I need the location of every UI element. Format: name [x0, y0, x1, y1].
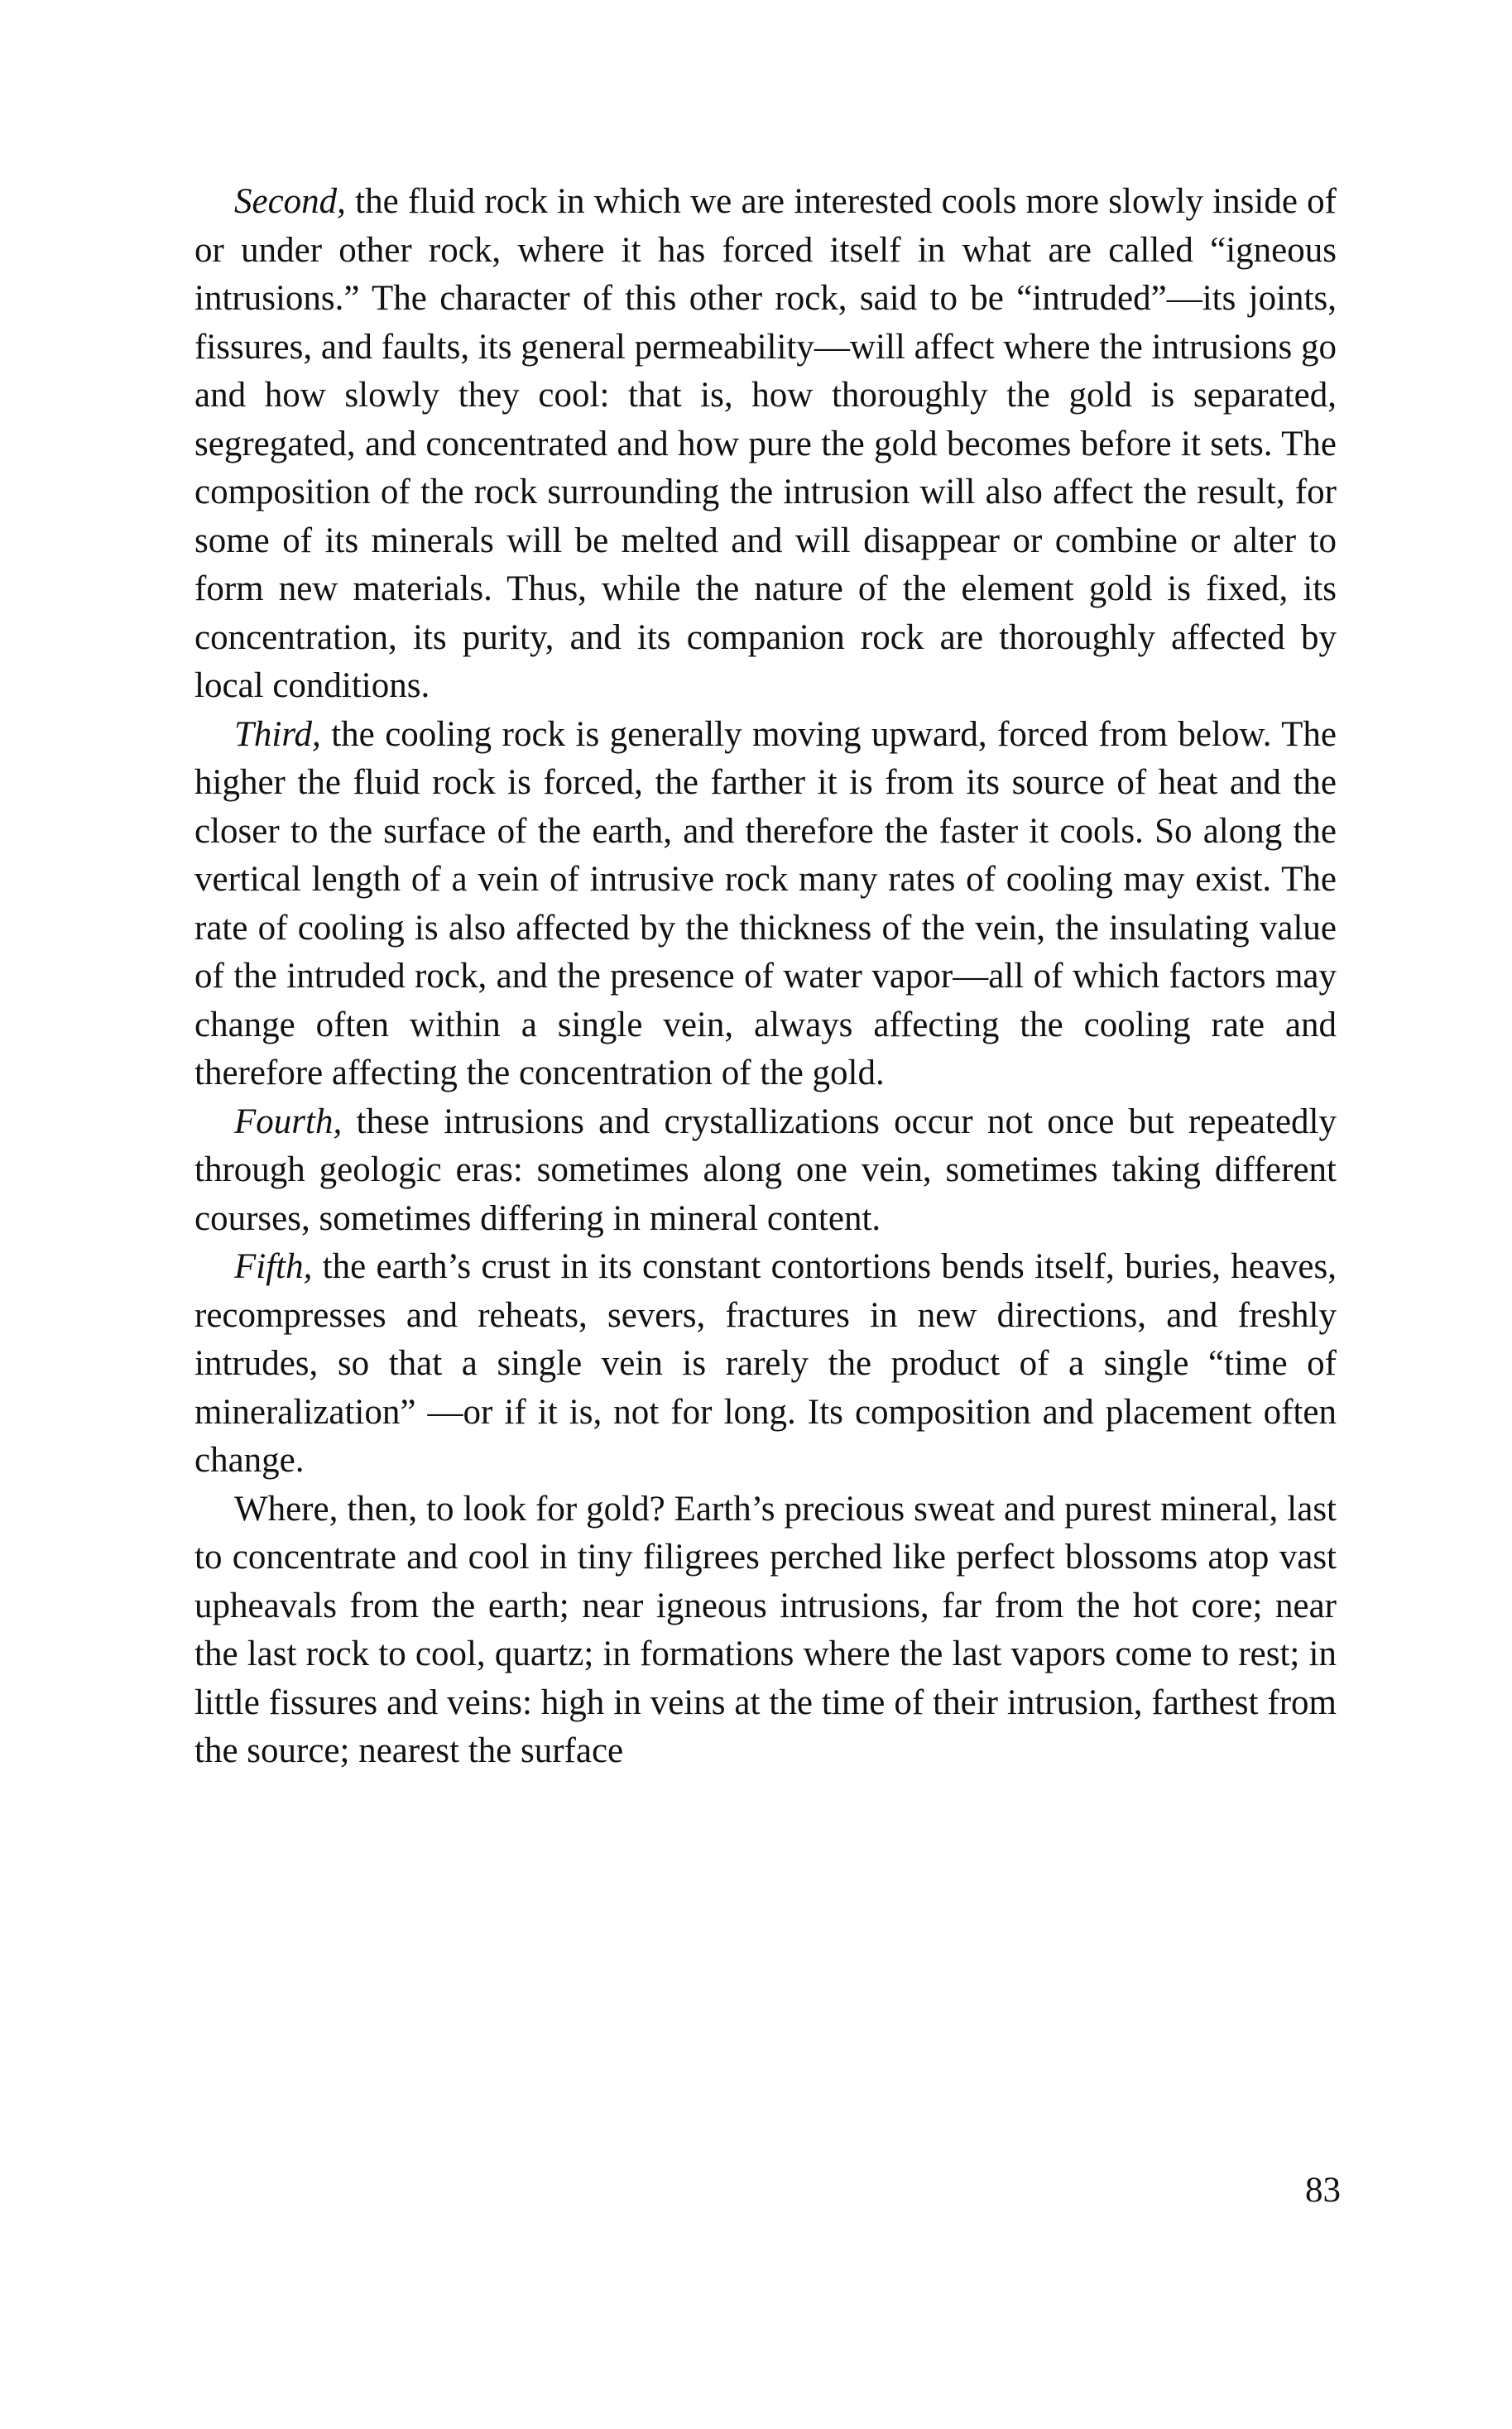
paragraph-fifth [194, 1243, 1337, 1486]
paragraph-where-to-look [194, 1486, 1337, 1776]
paragraph-text: the cooling rock is generally moving upward, forced from below. The higher the fluid rock is forced, the farther it is from its source of heat and the closer to the surface of the earth, and therefore the faster it cools. So along the vertical length of a vein of intrusive rock many rates of cooling may exist. The rate of cooling is also affected by the thickness of the vein, the insulating value of the intruded rock, and the presence of water vapor—all of which factors may change often within a single vein, always affecting the cooling rate and therefore affecting the concentration of the gold. [194, 714, 1337, 1092]
page-number: 83 [1305, 2171, 1341, 2210]
paragraph-text: Where, then, to look for gold? Earth’s precious sweat and purest mineral, last to concentrate and cool in tiny filigrees perched like perfect blossoms atop vast upheavals from the earth; near igneous intrusions, far from the hot core; near the last rock to cool, quartz; in formations where the last vapors come to rest; in little fissures and veins: high in veins at the time of their intrusion, farthest from the source; nearest the surface [194, 1489, 1337, 1770]
paragraph-text: the fluid rock in which we are interested cools more slowly inside of or under other rock, where it has forced itself in what are called “igneous intrusions.” The character of this other rock, said to be “intruded”—its joints, fissures, and faults, its general permeability—will affect where the intrusions go and how slowly they cool: that is, how thoroughly the gold is separated, segregated, and concentrated and how pure the gold becomes before it sets. The composition of the rock surrounding the intrusion will also affect the result, for some of its minerals will be melted and will disappear or combine or alter to form new materials. Thus, while the nature of the element gold is fixed, its concentration, its purity, and its companion rock are thoroughly affected by local conditions. [194, 182, 1337, 705]
paragraph-text: these intrusions and crystallizations occur not once but repeatedly through geologic eras: sometimes along one vein, sometimes taking different courses, sometimes differing in mineral content. [194, 1102, 1337, 1238]
paragraph-fourth [194, 1098, 1337, 1244]
body-text [194, 178, 1337, 1776]
paragraph-second [194, 178, 1337, 711]
paragraph-text: the earth’s crust in its constant contortions bends itself, buries, heaves, recompresses and reheats, severs, fractures in new directions, and freshly intrudes, so that a single vein is rarely the product of a single “time of mineralization” —or if it is, not for long. Its composition and placement often change. [194, 1247, 1337, 1480]
paragraph-lead-italic: Second, [234, 182, 346, 221]
paragraph-third [194, 711, 1337, 1098]
paragraph-lead-italic: Fifth, [234, 1247, 313, 1286]
paragraph-lead-italic: Fourth, [234, 1102, 343, 1141]
paragraph-lead-italic: Third, [234, 714, 321, 754]
